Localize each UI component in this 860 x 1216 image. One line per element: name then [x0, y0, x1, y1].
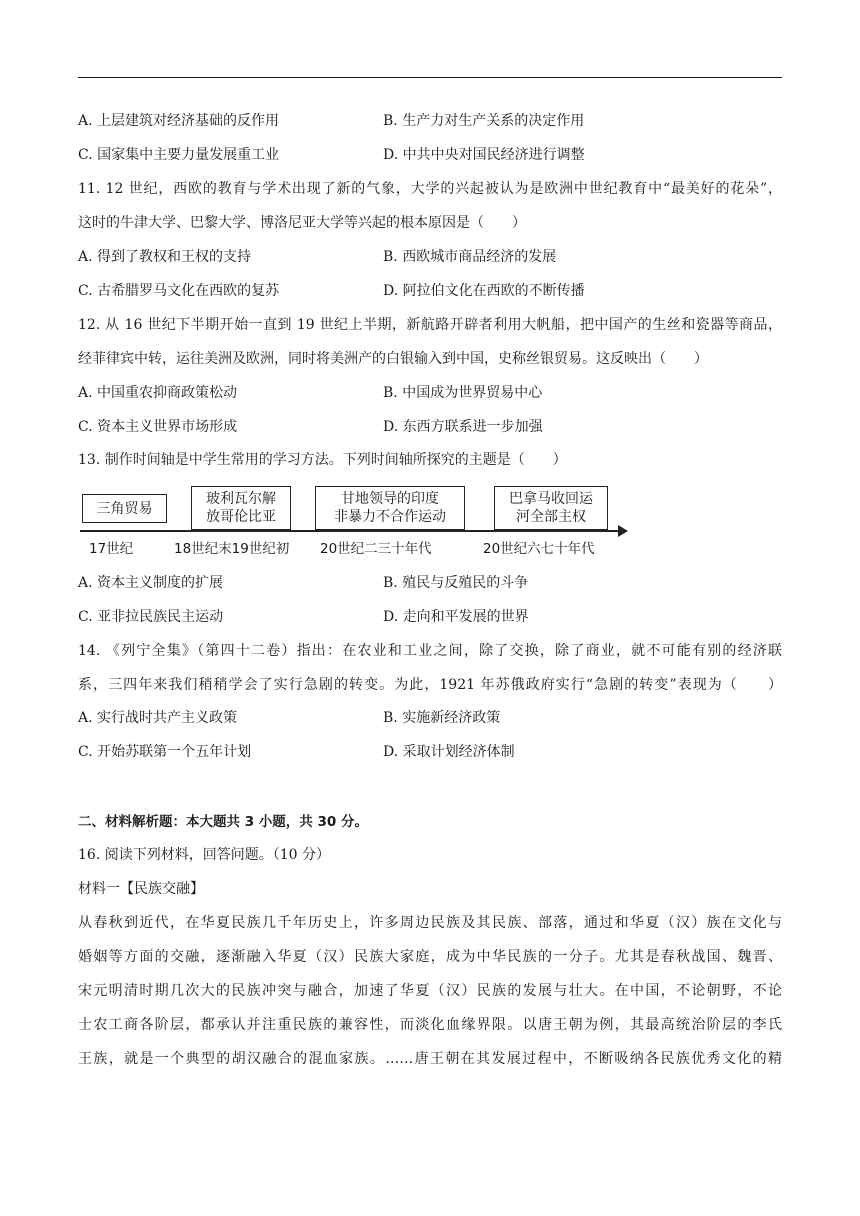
q11-option-b: B. 西欧城市商品经济的发展 [383, 249, 557, 265]
q11-stem-line1: 11. 12 世纪，西欧的教育与学术出现了新的气象，大学的兴起被认为是欧洲中世纪教育中“最美好的花朵”， [78, 181, 782, 197]
section-heading: 二、材料解析题：本大题共 3 小题，共 30 分。 [78, 814, 368, 830]
q10-option-c: C. 国家集中主要力量发展重工业 [78, 147, 280, 163]
q10-option-d: D. 中共中央对国民经济进行调整 [383, 147, 585, 163]
q10-option-b: B. 生产力对生产关系的决定作用 [383, 113, 585, 129]
timeline-axis [80, 530, 620, 532]
material-para-line3: 宋元明清时期几次大的民族冲突与融合，加速了华夏（汉）民族的发展与壮大。在中国，不论朝野，不论 [78, 983, 782, 999]
material-para-line5: 王族，就是一个典型的胡汉融合的混血家族。……唐王朝在其发展过程中，不断吸纳各民族优秀文化的精 [78, 1051, 782, 1067]
timeline-box-4-line2: 河全部主权 [516, 509, 586, 525]
material-para-line2: 婚姻等方面的交融，逐渐融入华夏（汉）民族大家庭，成为中华民族的一分子。尤其是春秋战国、魏晋、 [78, 949, 782, 965]
q12-option-b: B. 中国成为世界贸易中心 [383, 385, 543, 401]
q12-stem-line1: 12. 从 16 世纪下半期开始一直到 19 世纪上半期，新航路开辟者利用大帆船，把中国产的生丝和瓷器等商品， [78, 317, 782, 333]
timeline-box-1 [82, 494, 167, 523]
q14-option-b: B. 实施新经济政策 [383, 710, 501, 726]
q10-option-a: A. 上层建筑对经济基础的反作用 [78, 113, 280, 129]
q14-stem-line2: 系，三四年来我们稍稍学会了实行急剧的转变。为此，1921 年苏俄政府实行“急剧的转变”表现为（ ） [78, 677, 782, 693]
timeline-box-1-text: 三角贸易 [96, 500, 153, 517]
timeline-arrowhead [618, 525, 628, 537]
header-rule [78, 77, 782, 78]
q12-option-a: A. 中国重农抑商政策松动 [78, 385, 238, 401]
q13-stem: 13. 制作时间轴是中学生常用的学习方法。下列时间轴所探究的主题是（ ） [78, 452, 567, 468]
q13-option-b: B. 殖民与反殖民的斗争 [383, 575, 529, 591]
timeline-box-2 [191, 486, 291, 530]
timeline-label-2: 18世纪末19世纪初 [174, 541, 290, 557]
material-para-line4: 士农工商各阶层，都承认并注重民族的兼容性，而淡化血缘界限。以唐王朝为例，其最高统治阶层的李氏 [78, 1017, 782, 1033]
q11-option-d: D. 阿拉伯文化在西欧的不断传播 [383, 283, 585, 299]
material-title: 材料一【民族交融】 [78, 881, 204, 897]
timeline-box-4-line1: 巴拿马收回运 [509, 491, 593, 507]
q11-stem-line2: 这时的牛津大学、巴黎大学、博洛尼亚大学等兴起的根本原因是（ ） [78, 215, 526, 231]
timeline-box-2-line1: 玻利瓦尔解 [206, 491, 276, 507]
q14-option-c: C. 开始苏联第一个五年计划 [78, 744, 252, 760]
q14-option-d: D. 采取计划经济体制 [383, 744, 515, 760]
q13-option-d: D. 走向和平发展的世界 [383, 609, 529, 625]
timeline-label-3: 20世纪二三十年代 [320, 541, 432, 557]
q13-option-c: C. 亚非拉民族民主运动 [78, 609, 224, 625]
material-para-line1: 从春秋到近代，在华夏民族几千年历史上，许多周边民族及其民族、部落，通过和华夏（汉）族在文化与 [78, 915, 782, 931]
q11-option-c: C. 古希腊罗马文化在西欧的复苏 [78, 283, 280, 299]
timeline-box-3-line2: 非暴力不合作运动 [334, 509, 446, 525]
q13-option-a: A. 资本主义制度的扩展 [78, 575, 224, 591]
timeline-box-2-line2: 放哥伦比亚 [206, 509, 276, 525]
q14-stem-line1: 14. 《列宁全集》（第四十二卷）指出：在农业和工业之间，除了交换，除了商业，就不可能有别的经济联 [78, 643, 782, 659]
q12-option-d: D. 东西方联系进一步加强 [383, 419, 543, 435]
q12-stem-line2: 经菲律宾中转，运往美洲及欧洲，同时将美洲产的白银输入到中国，史称丝银贸易。这反映出（ ） [78, 351, 708, 367]
q14-option-a: A. 实行战时共产主义政策 [78, 710, 238, 726]
timeline-label-4: 20世纪六七十年代 [483, 541, 595, 557]
timeline-label-1: 17世纪 [89, 541, 134, 557]
q12-option-c: C. 资本主义世界市场形成 [78, 419, 238, 435]
q11-option-a: A. 得到了教权和王权的支持 [78, 249, 252, 265]
q16-stem: 16. 阅读下列材料，回答问题。（10 分） [78, 847, 330, 863]
timeline-box-3 [315, 486, 465, 530]
timeline-box-4 [494, 486, 608, 530]
timeline-box-3-line1: 甘地领导的印度 [341, 491, 439, 507]
